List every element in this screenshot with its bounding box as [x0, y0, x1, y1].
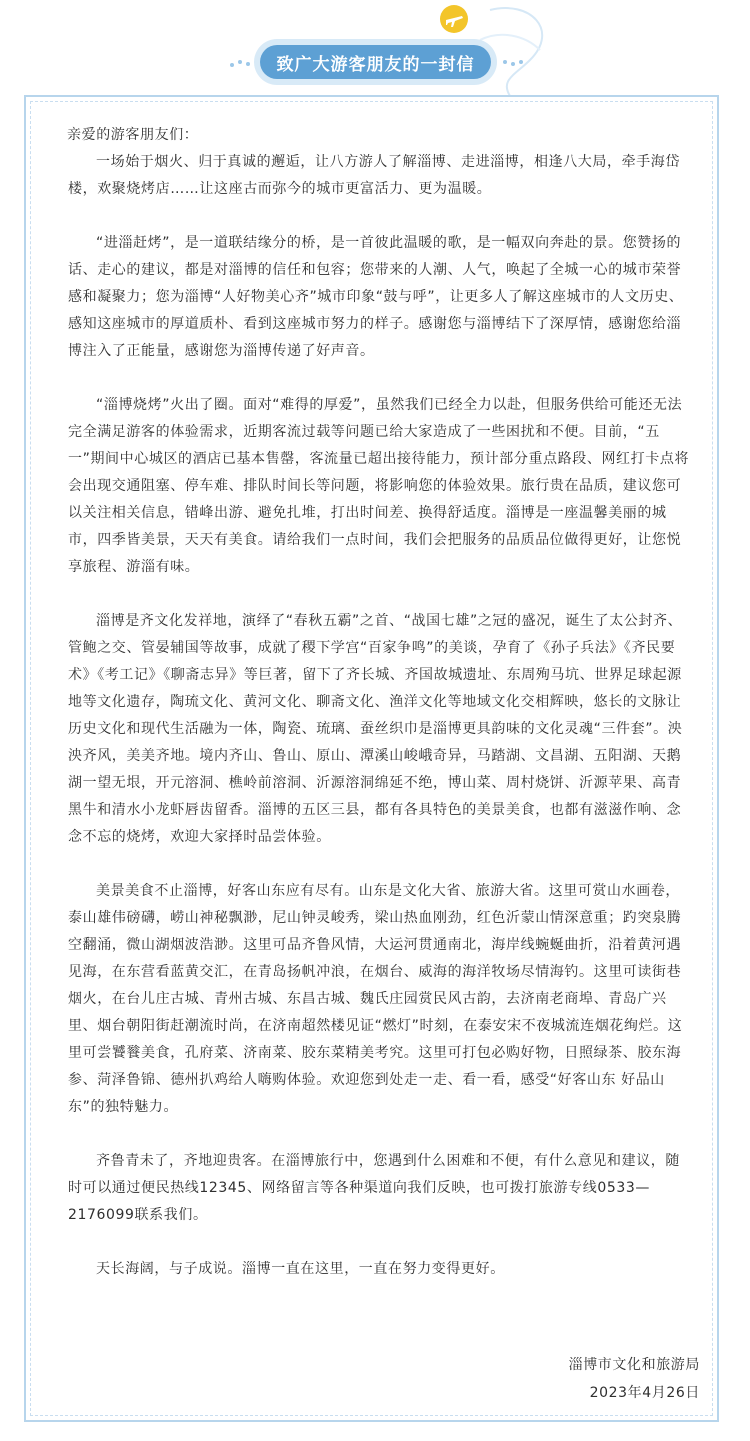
paragraph-6: 齐鲁青未了，齐地迎贵客。在淄博旅行中，您遇到什么困难和不便，有什么意见和建议，随时可以通过便民热线12345、网络留言等各种渠道向我们反映，也可拨打旅游专线0533—2176099联系我们。 [68, 1153, 680, 1223]
signature-block [569, 1351, 700, 1407]
letter-body [68, 122, 693, 1310]
letter-header [0, 0, 750, 96]
paragraph-7: 天长海阔，与子成说。淄博一直在这里，一直在努力变得更好。 [96, 1261, 505, 1277]
signature-date: 2023年4月26日 [589, 1385, 700, 1401]
salutation: 亲爱的游客朋友们： [67, 127, 199, 143]
page-title: 致广大游客朋友的一封信 [276, 54, 475, 75]
title-banner [254, 39, 497, 85]
paragraph-2: “进淄赶烤”，是一道联结缘分的桥，是一首彼此温暖的歌，是一幅双向奔赴的景。您赞扬的话、走心的建议，都是对淄博的信任和包容；您带来的人潮、人气，唤起了全城一心的城市荣誉感和凝聚力；您为淄博“人好物美心齐”城市印象“鼓与呼”，让更多人了解这座城市的人文历史、感知这座城市的厚道质朴、看到这座城市努力的样子。感谢您与淄博结下了深厚情，感谢您给淄博注入了正能量，感谢您为淄博传递了好声音。 [68, 235, 684, 359]
paragraph-4: 淄博是齐文化发祥地，演绎了“春秋五霸”之首、“战国七雄”之冠的盛况，诞生了太公封齐、管鲍之交、管晏辅国等故事，成就了稷下学宫“百家争鸣”的美谈，孕育了《孙子兵法》《齐民要术》《考工记》《聊斋志异》等巨著，留下了齐长城、齐国故城遗址、东周殉马坑、世界足球起源地等文化遗存，陶琉文化、黄河文化、聊斋文化、渔洋文化等地域文化交相辉映，悠长的文脉让历史文化和现代生活融为一体，陶瓷、琉璃、蚕丝织巾是淄博更具韵味的文化灵魂“三件套”。泱泱齐风，美美齐地。境内齐山、鲁山、原山、潭溪山峻峨奇异，马踏湖、文昌湖、五阳湖、天鹅湖一望无垠，开元溶洞、樵岭前溶洞、沂源溶洞绵延不绝，博山菜、周村烧饼、沂源苹果、高青黑牛和清水小龙虾唇齿留香。淄博的五区三县，都有各具特色的美景美食，也都有滋滋作响、念念不忘的烧烤，欢迎大家择时品尝体验。 [68, 613, 683, 845]
airplane-badge-icon [439, 4, 469, 34]
paragraph-1: 一场始于烟火、归于真诚的邂逅，让八方游人了解淄博、走进淄博，相逢八大局，牵手海岱楼，欢聚烧烤店……让这座古而弥今的城市更富活力、更为温暖。 [68, 154, 680, 197]
paragraph-3: “淄博烧烤”火出了圈。面对“难得的厚爱”，虽然我们已经全力以赴，但服务供给可能还无法完全满足游客的体验需求，近期客流过载等问题已给大家造成了一些困扰和不便。目前，“五一”期间中心城区的酒店已基本售罄，客流量已超出接待能力，预计部分重点路段、网红打卡点将会出现交通阻塞、停车难、排队时间长等问题，将影响您的体验效果。旅行贵在品质，建议您可以关注相关信息，错峰出游、避免扎堆，打出时间差、换得舒适度。淄博是一座温馨美丽的城市，四季皆美景，天天有美食。请给我们一点时间，我们会把服务的品质品位做得更好，让您悦享旅程、游淄有味。 [68, 397, 690, 575]
paragraph-5: 美景美食不止淄博，好客山东应有尽有。山东是文化大省、旅游大省。这里可赏山水画卷，泰山雄伟磅礴，崂山神秘飘渺，尼山钟灵峻秀，梁山热血刚劲，红色沂蒙山情深意重；趵突泉腾空翻涌，微山湖烟波浩渺。这里可品齐鲁风情，大运河贯通南北，海岸线蜿蜒曲折，沿着黄河遇见海，在东营看蓝黄交汇，在青岛扬帆冲浪，在烟台、威海的海洋牧场尽情海钓。这里可读街巷烟火，在台儿庄古城、青州古城、东昌古城、魏氏庄园赏民风古韵，去济南老商埠、青岛广兴里、烟台朝阳街赶潮流时尚，在济南超然楼见证“燃灯”时刻，在泰安宋不夜城流连烟花绚烂。这里可尝饕餮美食，孔府菜、济南菜、胶东菜精美考究。这里可打包必购好物，日照绿茶、胶东海参、菏泽鲁锦、德州扒鸡给人嗨购体验。欢迎您到处走一走、看一看，感受“好客山东 好品山东”的独特魅力。 [68, 883, 683, 1115]
signature-org: 淄博市文化和旅游局 [568, 1357, 700, 1373]
